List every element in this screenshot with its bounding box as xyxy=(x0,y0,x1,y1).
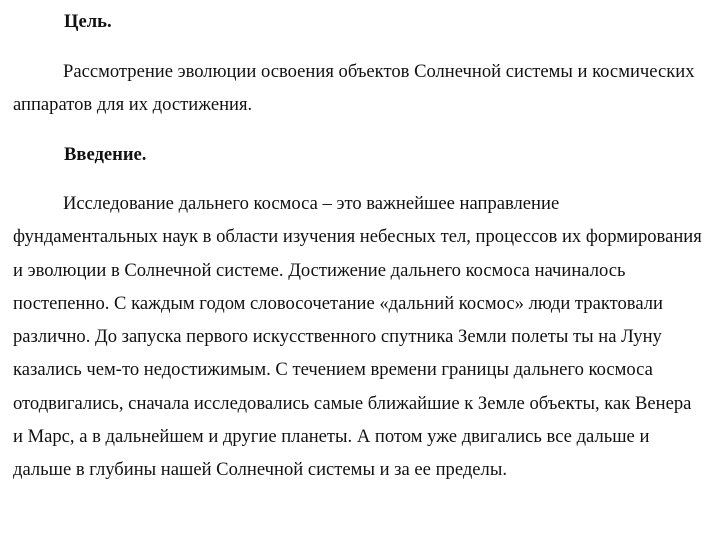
paragraph-goal: Рассмотрение эволюции освоения объектов Солнечной системы и космических аппаратов для их достижения. xyxy=(13,61,695,116)
heading-goal: Цель. xyxy=(64,11,112,32)
paragraph-introduction: Исследование дальнего космоса – это важнейшее направление фундаментальных наук в области изучения небесных тел, процессов их формирования и эволюции в Солнечной системе. Достижение дальнего космоса начиналось постепенно. С каждым годом словосочетание «дальний космос» люди трактовали различно. До запуска первого искусственного спутника Земли полеты ты на Луну казались чем-то недостижимым. С течением времени границы дальнего космоса отодвигались, сначала исследовались самые ближайшие к Земле объекты, как Венера и Марс, а в дальнейшем и другие планеты. А потом уже двигались все дальше и дальше в глубины нашей Солнечной системы и за ее пределы. xyxy=(13,193,702,481)
heading-introduction: Введение. xyxy=(64,144,147,165)
